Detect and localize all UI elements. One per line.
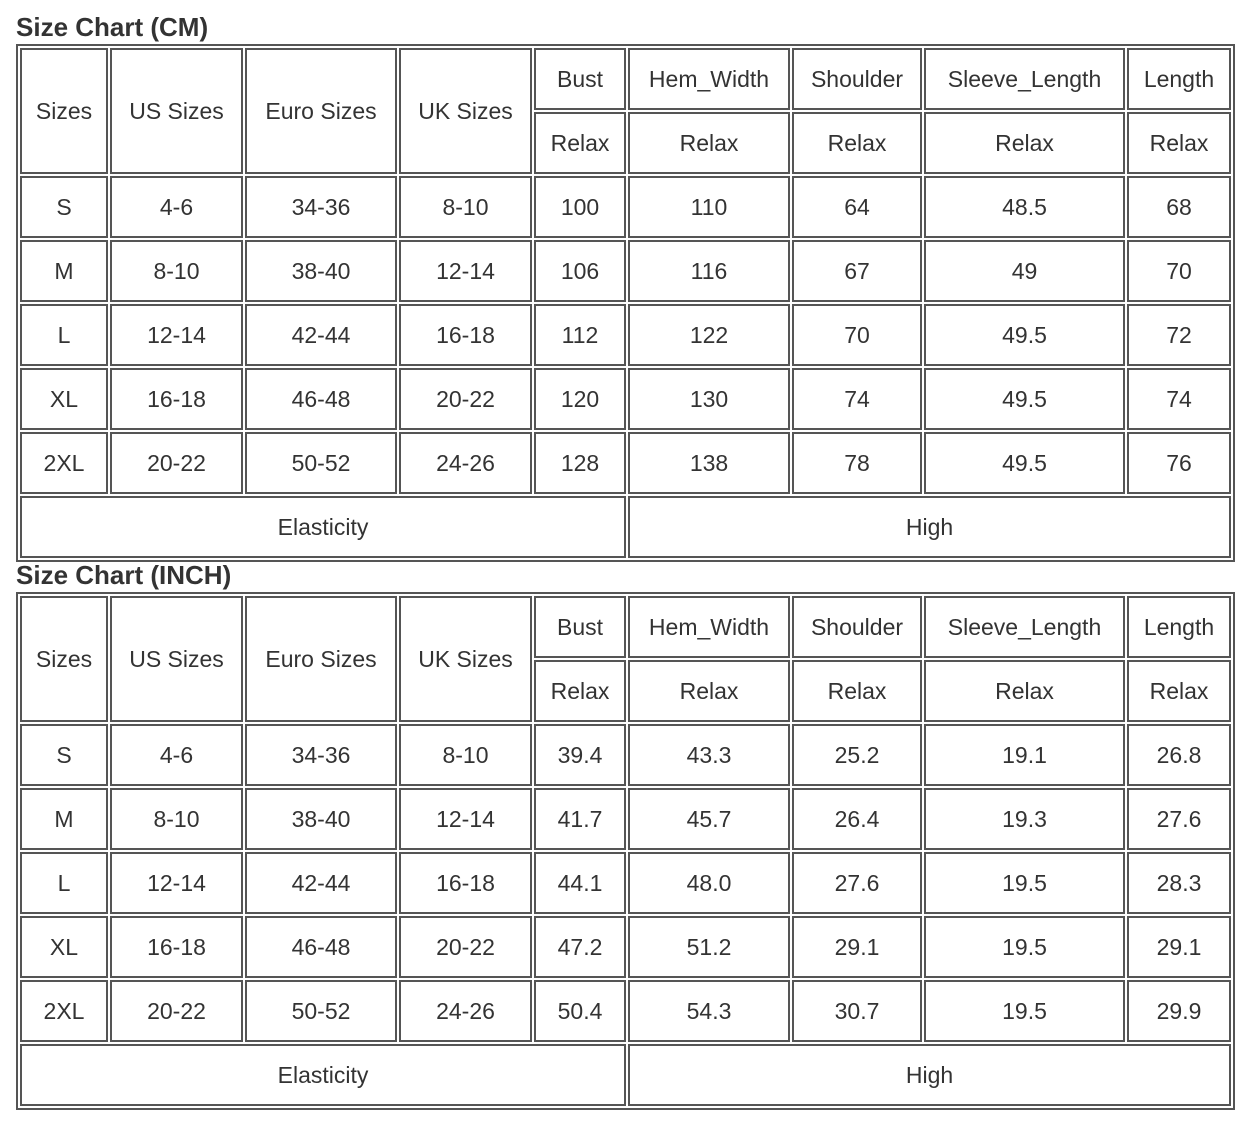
table-cell: 4-6 bbox=[110, 176, 243, 238]
table-cell: L bbox=[20, 852, 108, 914]
subheader-relax: Relax bbox=[792, 660, 922, 722]
subheader-relax: Relax bbox=[534, 660, 626, 722]
table-cell: 34-36 bbox=[245, 176, 397, 238]
table-cell: 64 bbox=[792, 176, 922, 238]
table-cell: 4-6 bbox=[110, 724, 243, 786]
table-header-row bbox=[20, 48, 1231, 110]
header-uk-sizes: UK Sizes bbox=[399, 596, 532, 722]
table-cell: 54.3 bbox=[628, 980, 790, 1042]
elasticity-label: Elasticity bbox=[20, 1044, 626, 1106]
table-cell: 2XL bbox=[20, 432, 108, 494]
table-cell: 42-44 bbox=[245, 852, 397, 914]
table-row bbox=[20, 916, 1231, 978]
table-cell: 16-18 bbox=[110, 368, 243, 430]
table-cell: 24-26 bbox=[399, 432, 532, 494]
table-cell: 45.7 bbox=[628, 788, 790, 850]
table-cell: 27.6 bbox=[1127, 788, 1231, 850]
table-cell: 47.2 bbox=[534, 916, 626, 978]
table-cell: L bbox=[20, 304, 108, 366]
subheader-relax: Relax bbox=[1127, 660, 1231, 722]
table-cell: 116 bbox=[628, 240, 790, 302]
table-cell: 34-36 bbox=[245, 724, 397, 786]
table-cell: 100 bbox=[534, 176, 626, 238]
table-cell: 49.5 bbox=[924, 368, 1125, 430]
table-cell: 27.6 bbox=[792, 852, 922, 914]
table-cell: 12-14 bbox=[399, 240, 532, 302]
header-us-sizes: US Sizes bbox=[110, 596, 243, 722]
table-cell: 19.5 bbox=[924, 916, 1125, 978]
table-cell: 28.3 bbox=[1127, 852, 1231, 914]
header-bust: Bust bbox=[534, 596, 626, 658]
table-cell: 76 bbox=[1127, 432, 1231, 494]
table-cell: 12-14 bbox=[399, 788, 532, 850]
header-sleeve-length: Sleeve_Length bbox=[924, 48, 1125, 110]
table-cell: 67 bbox=[792, 240, 922, 302]
table-cell: 29.9 bbox=[1127, 980, 1231, 1042]
table-cell: 72 bbox=[1127, 304, 1231, 366]
table-cell: 51.2 bbox=[628, 916, 790, 978]
header-hem-width: Hem_Width bbox=[628, 48, 790, 110]
table-cell: 30.7 bbox=[792, 980, 922, 1042]
table-cell: 74 bbox=[792, 368, 922, 430]
table-cell: 49.5 bbox=[924, 304, 1125, 366]
table-cell: 19.1 bbox=[924, 724, 1125, 786]
table-cell: 19.5 bbox=[924, 980, 1125, 1042]
table-row bbox=[20, 852, 1231, 914]
table-cell: 19.5 bbox=[924, 852, 1125, 914]
header-us-sizes: US Sizes bbox=[110, 48, 243, 174]
table-cell: 20-22 bbox=[399, 916, 532, 978]
table-cell: 48.0 bbox=[628, 852, 790, 914]
table-cell: 46-48 bbox=[245, 916, 397, 978]
table-cell: S bbox=[20, 724, 108, 786]
subheader-relax: Relax bbox=[1127, 112, 1231, 174]
header-length: Length bbox=[1127, 596, 1231, 658]
table-cell: 49 bbox=[924, 240, 1125, 302]
table-cell: 16-18 bbox=[399, 304, 532, 366]
table-cell: 44.1 bbox=[534, 852, 626, 914]
table-cell: 38-40 bbox=[245, 788, 397, 850]
size-chart-inch-table bbox=[16, 592, 1235, 1110]
table-cell: 8-10 bbox=[399, 724, 532, 786]
table-cell: M bbox=[20, 788, 108, 850]
table-cell: 74 bbox=[1127, 368, 1231, 430]
table-cell: 12-14 bbox=[110, 852, 243, 914]
table-cell: M bbox=[20, 240, 108, 302]
size-chart-cm-title: Size Chart (CM) bbox=[16, 12, 209, 42]
table-cell: 120 bbox=[534, 368, 626, 430]
table-cell: XL bbox=[20, 916, 108, 978]
table-cell: 41.7 bbox=[534, 788, 626, 850]
header-length: Length bbox=[1127, 48, 1231, 110]
table-cell: 20-22 bbox=[110, 980, 243, 1042]
table-cell: 16-18 bbox=[110, 916, 243, 978]
table-footer-row bbox=[20, 496, 1231, 558]
table-row bbox=[20, 980, 1231, 1042]
header-euro-sizes: Euro Sizes bbox=[245, 596, 397, 722]
table-cell: 29.1 bbox=[1127, 916, 1231, 978]
table-cell: 8-10 bbox=[110, 788, 243, 850]
table-cell: 2XL bbox=[20, 980, 108, 1042]
table-cell: 43.3 bbox=[628, 724, 790, 786]
table-footer-row bbox=[20, 1044, 1231, 1106]
table-cell: 46-48 bbox=[245, 368, 397, 430]
table-cell: 42-44 bbox=[245, 304, 397, 366]
table-cell: 112 bbox=[534, 304, 626, 366]
header-uk-sizes: UK Sizes bbox=[399, 48, 532, 174]
table-cell: 19.3 bbox=[924, 788, 1125, 850]
table-cell: XL bbox=[20, 368, 108, 430]
table-cell: 70 bbox=[1127, 240, 1231, 302]
table-cell: 110 bbox=[628, 176, 790, 238]
header-shoulder: Shoulder bbox=[792, 48, 922, 110]
size-chart-inch-title: Size Chart (INCH) bbox=[16, 560, 232, 590]
table-cell: 26.8 bbox=[1127, 724, 1231, 786]
size-chart-cm-table bbox=[16, 44, 1235, 562]
table-cell: 16-18 bbox=[399, 852, 532, 914]
table-cell: 128 bbox=[534, 432, 626, 494]
table-cell: 8-10 bbox=[110, 240, 243, 302]
subheader-relax: Relax bbox=[628, 112, 790, 174]
header-hem-width: Hem_Width bbox=[628, 596, 790, 658]
table-row bbox=[20, 368, 1231, 430]
table-cell: 25.2 bbox=[792, 724, 922, 786]
table-cell: 20-22 bbox=[110, 432, 243, 494]
table-row bbox=[20, 724, 1231, 786]
subheader-relax: Relax bbox=[534, 112, 626, 174]
table-cell: S bbox=[20, 176, 108, 238]
table-row bbox=[20, 240, 1231, 302]
header-sizes: Sizes bbox=[20, 48, 108, 174]
header-euro-sizes: Euro Sizes bbox=[245, 48, 397, 174]
table-cell: 50.4 bbox=[534, 980, 626, 1042]
table-cell: 122 bbox=[628, 304, 790, 366]
table-header-row bbox=[20, 596, 1231, 658]
table-cell: 106 bbox=[534, 240, 626, 302]
elasticity-value: High bbox=[628, 1044, 1231, 1106]
table-row bbox=[20, 304, 1231, 366]
table-cell: 24-26 bbox=[399, 980, 532, 1042]
subheader-relax: Relax bbox=[628, 660, 790, 722]
table-row bbox=[20, 176, 1231, 238]
header-bust: Bust bbox=[534, 48, 626, 110]
table-cell: 29.1 bbox=[792, 916, 922, 978]
subheader-relax: Relax bbox=[792, 112, 922, 174]
table-row bbox=[20, 432, 1231, 494]
table-cell: 8-10 bbox=[399, 176, 532, 238]
table-cell: 48.5 bbox=[924, 176, 1125, 238]
elasticity-value: High bbox=[628, 496, 1231, 558]
table-cell: 26.4 bbox=[792, 788, 922, 850]
table-cell: 78 bbox=[792, 432, 922, 494]
elasticity-label: Elasticity bbox=[20, 496, 626, 558]
table-cell: 130 bbox=[628, 368, 790, 430]
table-cell: 138 bbox=[628, 432, 790, 494]
table-cell: 50-52 bbox=[245, 980, 397, 1042]
table-cell: 20-22 bbox=[399, 368, 532, 430]
header-sleeve-length: Sleeve_Length bbox=[924, 596, 1125, 658]
table-cell: 50-52 bbox=[245, 432, 397, 494]
table-cell: 70 bbox=[792, 304, 922, 366]
table-cell: 49.5 bbox=[924, 432, 1125, 494]
table-cell: 68 bbox=[1127, 176, 1231, 238]
table-cell: 39.4 bbox=[534, 724, 626, 786]
subheader-relax: Relax bbox=[924, 112, 1125, 174]
header-sizes: Sizes bbox=[20, 596, 108, 722]
table-cell: 38-40 bbox=[245, 240, 397, 302]
subheader-relax: Relax bbox=[924, 660, 1125, 722]
table-row bbox=[20, 788, 1231, 850]
header-shoulder: Shoulder bbox=[792, 596, 922, 658]
table-cell: 12-14 bbox=[110, 304, 243, 366]
